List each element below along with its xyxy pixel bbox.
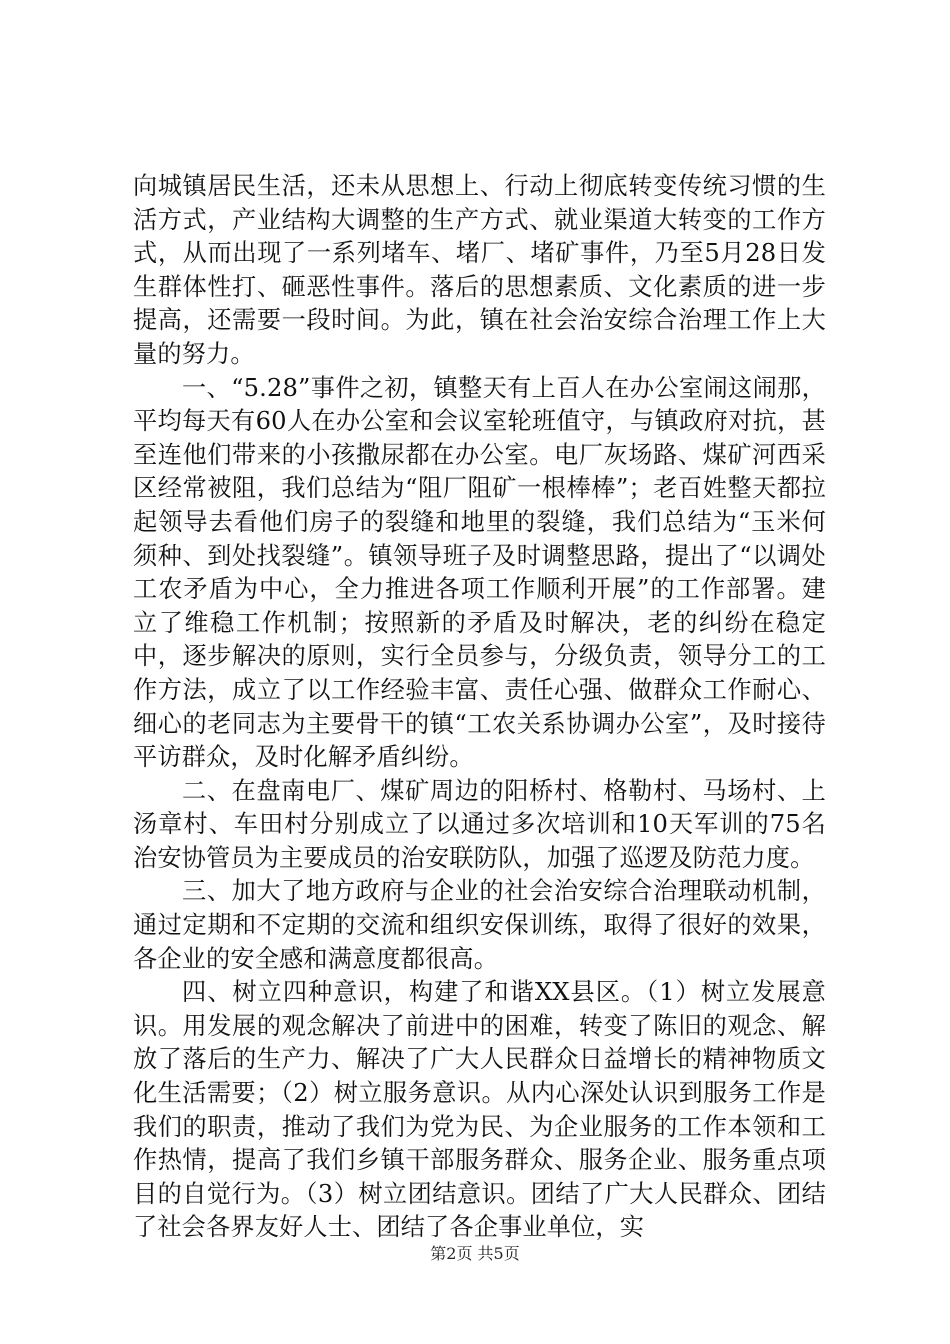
- paragraph-section-1: 一、“5.28”事件之初，镇整天有上百人在办公室闹这闹那，平均每天有60人在办公室和会议室轮班值守，与镇政府对抗，甚至连他们带来的小孩撒尿都在办公室。电厂灰场路、煤矿河西采区经常被阻，我们总结为“阻厂阻矿一根棒棒”；老百姓整天都拉起领导去看他们房子的裂缝和地里的裂缝，我们总结为“玉米何须种、到处找裂缝”。镇领导班子及时调整思路，提出了“以调处工农矛盾为中心，全力推进各项工作顺利开展”的工作部署。建立了维稳工作机制；按照新的矛盾及时解决，老的纠纷在稳定中，逐步解决的原则，实行全员参与，分级负责，领导分工的工作方法，成立了以工作经验丰富、责任心强、做群众工作耐心、细心的老同志为主要骨干的镇“工农关系协调办公室”，及时接待平访群众，及时化解矛盾纠纷。: [133, 373, 826, 772]
- paragraph-section-4: 四、树立四种意识，构建了和谐XX县区。（1）树立发展意识。用发展的观念解决了前进中的困难，转变了陈旧的观念、解放了落后的生产力、解决了广大人民群众日益增长的精神物质文化生活需要；（2）树立服务意识。从内心深处认识到服务工作是我们的职责，推动了我们为党为民、为企业服务的工作本领和工作热情，提高了我们乡镇干部服务群众、服务企业、服务重点项目的自觉行为。（3）树立团结意识。团结了广大人民群众、团结了社会各界友好人士、团结了各企事业单位，实: [133, 978, 826, 1242]
- paragraph-intro: 向城镇居民生活，还未从思想上、行动上彻底转变传统习惯的生活方式，产业结构大调整的生产方式、就业渠道大转变的工作方式，从而出现了一系列堵车、堵厂、堵矿事件，乃至5月28日发生群体性打、砸恶性事件。落后的思想素质、文化素质的进一步提高，还需要一段时间。为此，镇在社会治安综合治理工作上大量的努力。: [133, 172, 826, 368]
- paragraph-section-2: 二、在盘南电厂、煤矿周边的阳桥村、格勒村、马场村、上汤章村、车田村分别成立了以通过多次培训和10天军训的75名治安协管员为主要成员的治安联防队，加强了巡逻及防范力度。: [133, 776, 826, 872]
- document-body: [133, 170, 826, 1245]
- paragraph-section-3: 三、加大了地方政府与企业的社会治安综合治理联动机制，通过定期和不定期的交流和组织安保训练，取得了很好的效果，各企业的安全感和满意度都很高。: [133, 877, 826, 973]
- page-number-footer: 第2页 共5页: [430, 1244, 520, 1263]
